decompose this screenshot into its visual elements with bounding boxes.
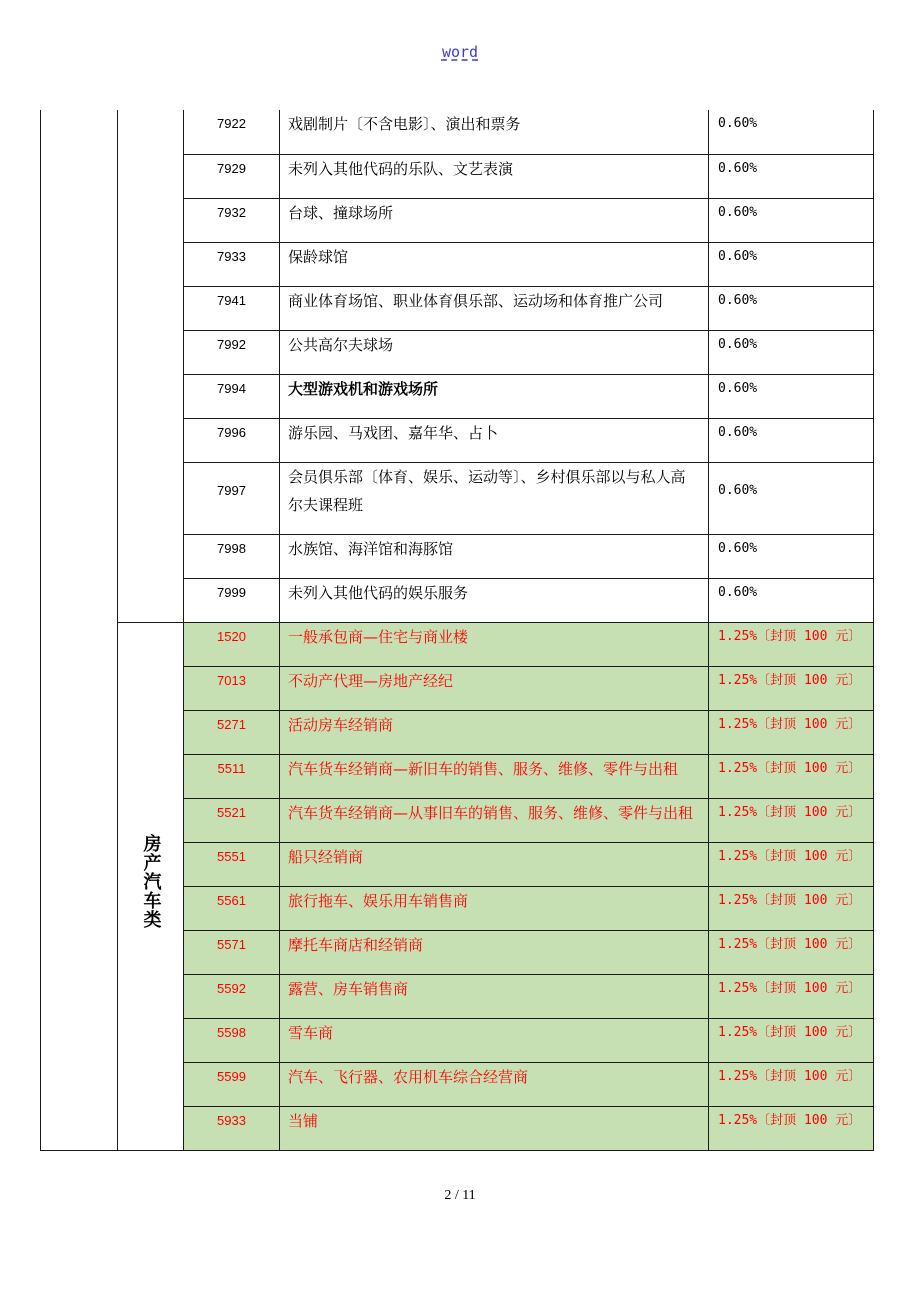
mcc-code-cell: 7013 bbox=[184, 666, 280, 710]
mcc-code-cell: 7997 bbox=[184, 462, 280, 534]
mcc-code-cell: 5511 bbox=[184, 754, 280, 798]
description-cell: 游乐园、马戏团、嘉年华、占卜 bbox=[280, 418, 709, 462]
rate-cell: 1.25%〔封顶 100 元〕 bbox=[709, 1018, 874, 1062]
rate-cell: 1.25%〔封顶 100 元〕 bbox=[709, 842, 874, 886]
mcc-code-cell: 5561 bbox=[184, 886, 280, 930]
description-cell: 未列入其他代码的娱乐服务 bbox=[280, 578, 709, 622]
category-cell bbox=[118, 622, 184, 1150]
rate-cell: 0.60% bbox=[709, 242, 874, 286]
mcc-code-cell: 7933 bbox=[184, 242, 280, 286]
rate-cell: 1.25%〔封顶 100 元〕 bbox=[709, 886, 874, 930]
description-cell: 摩托车商店和经销商 bbox=[280, 930, 709, 974]
description-cell: 大型游戏机和游戏场所 bbox=[280, 374, 709, 418]
rate-cell: 1.25%〔封顶 100 元〕 bbox=[709, 666, 874, 710]
mcc-code-cell: 7994 bbox=[184, 374, 280, 418]
description-cell: 当铺 bbox=[280, 1106, 709, 1150]
description-cell: 船只经销商 bbox=[280, 842, 709, 886]
rate-cell: 1.25%〔封顶 100 元〕 bbox=[709, 622, 874, 666]
table-row bbox=[41, 622, 874, 666]
description-cell: 公共高尔夫球场 bbox=[280, 330, 709, 374]
outer-category-cell bbox=[41, 110, 118, 1150]
rate-cell: 0.60% bbox=[709, 198, 874, 242]
description-cell: 一般承包商—住宅与商业楼 bbox=[280, 622, 709, 666]
category-cell bbox=[118, 110, 184, 622]
rate-cell: 1.25%〔封顶 100 元〕 bbox=[709, 1062, 874, 1106]
mcc-code-cell: 7996 bbox=[184, 418, 280, 462]
description-cell: 未列入其他代码的乐队、文艺表演 bbox=[280, 154, 709, 198]
mcc-code-cell: 7941 bbox=[184, 286, 280, 330]
rate-cell: 0.60% bbox=[709, 110, 874, 154]
rate-cell: 1.25%〔封顶 100 元〕 bbox=[709, 710, 874, 754]
rate-cell: 0.60% bbox=[709, 330, 874, 374]
rate-cell: 1.25%〔封顶 100 元〕 bbox=[709, 930, 874, 974]
mcc-code-cell: 7999 bbox=[184, 578, 280, 622]
description-cell: 台球、撞球场所 bbox=[280, 198, 709, 242]
rate-cell: 0.60% bbox=[709, 462, 874, 534]
rate-cell: 0.60% bbox=[709, 286, 874, 330]
mcc-code-cell: 1520 bbox=[184, 622, 280, 666]
description-cell: 活动房车经销商 bbox=[280, 710, 709, 754]
rate-cell: 0.60% bbox=[709, 578, 874, 622]
description-cell: 戏剧制片〔不含电影〕、演出和票务 bbox=[280, 110, 709, 154]
description-cell: 汽车、飞行器、农用机车综合经营商 bbox=[280, 1062, 709, 1106]
rate-cell: 1.25%〔封顶 100 元〕 bbox=[709, 974, 874, 1018]
mcc-code-cell: 5521 bbox=[184, 798, 280, 842]
mcc-code-cell: 5598 bbox=[184, 1018, 280, 1062]
description-cell: 会员俱乐部〔体育、娱乐、运动等〕、乡村俱乐部以与私人高尔夫课程班 bbox=[280, 462, 709, 534]
description-cell: 雪车商 bbox=[280, 1018, 709, 1062]
rate-cell: 1.25%〔封顶 100 元〕 bbox=[709, 754, 874, 798]
description-cell: 汽车货车经销商—从事旧车的销售、服务、维修、零件与出租 bbox=[280, 798, 709, 842]
mcc-code-cell: 7998 bbox=[184, 534, 280, 578]
table-row bbox=[41, 110, 874, 154]
mcc-code-cell: 5271 bbox=[184, 710, 280, 754]
mcc-code-cell: 5592 bbox=[184, 974, 280, 1018]
rate-cell: 1.25%〔封顶 100 元〕 bbox=[709, 1106, 874, 1150]
description-cell: 旅行拖车、娱乐用车销售商 bbox=[280, 886, 709, 930]
mcc-code-cell: 5571 bbox=[184, 930, 280, 974]
description-cell: 水族馆、海洋馆和海豚馆 bbox=[280, 534, 709, 578]
mcc-code-cell: 5551 bbox=[184, 842, 280, 886]
rate-cell: 1.25%〔封顶 100 元〕 bbox=[709, 798, 874, 842]
rate-cell: 0.60% bbox=[709, 374, 874, 418]
page-number: 2 / 11 bbox=[444, 1188, 476, 1203]
page-header bbox=[0, 42, 920, 62]
mcc-code-cell: 7992 bbox=[184, 330, 280, 374]
description-cell: 保龄球馆 bbox=[280, 242, 709, 286]
mcc-rate-table bbox=[40, 110, 874, 1151]
rate-cell: 0.60% bbox=[709, 154, 874, 198]
rate-cell: 0.60% bbox=[709, 534, 874, 578]
mcc-code-cell: 7922 bbox=[184, 110, 280, 154]
description-cell: 不动产代理—房地产经纪 bbox=[280, 666, 709, 710]
description-cell: 商业体育场馆、职业体育俱乐部、运动场和体育推广公司 bbox=[280, 286, 709, 330]
mcc-code-cell: 7932 bbox=[184, 198, 280, 242]
mcc-code-cell: 5933 bbox=[184, 1106, 280, 1150]
mcc-code-cell: 5599 bbox=[184, 1062, 280, 1106]
mcc-code-cell: 7929 bbox=[184, 154, 280, 198]
header-word-link[interactable]: word bbox=[441, 43, 479, 61]
description-cell: 露营、房车销售商 bbox=[280, 974, 709, 1018]
rate-cell: 0.60% bbox=[709, 418, 874, 462]
category-label: 房产汽车类 bbox=[140, 834, 162, 929]
description-cell: 汽车货车经销商—新旧车的销售、服务、维修、零件与出租 bbox=[280, 754, 709, 798]
